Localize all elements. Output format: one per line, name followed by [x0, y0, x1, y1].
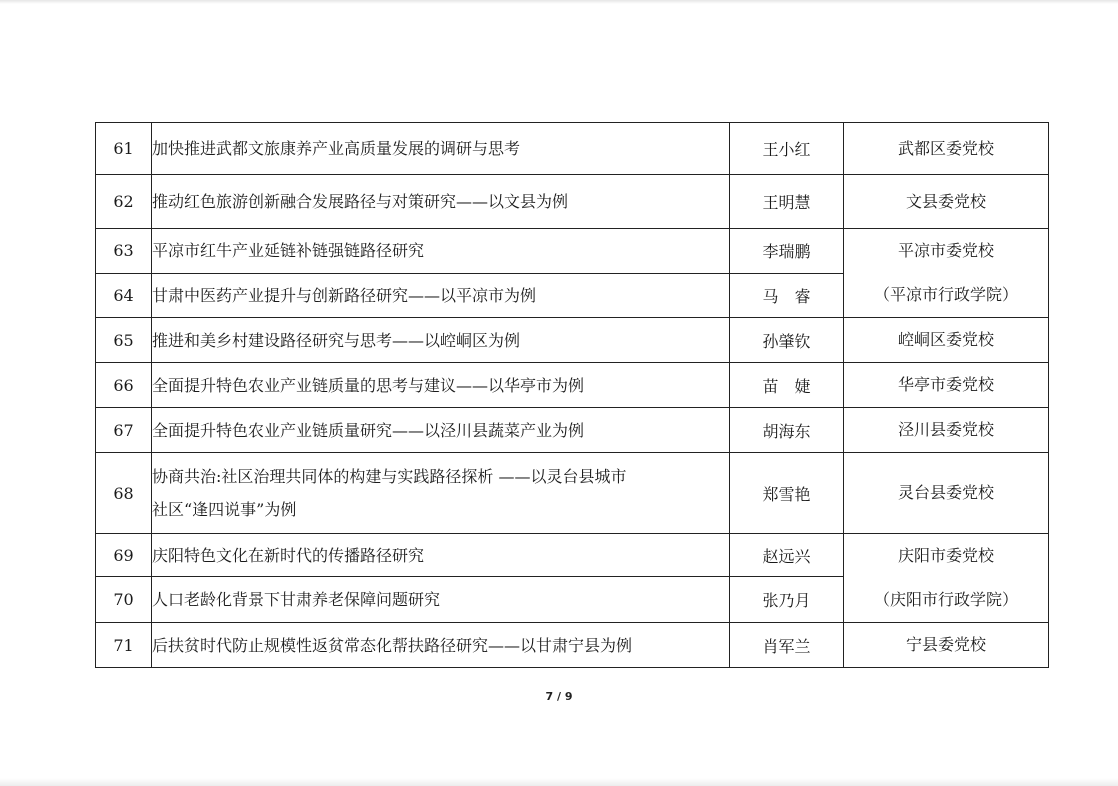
unit-name: 灵台县委党校: [844, 453, 1049, 534]
table-row: [96, 453, 1049, 534]
table-row: [96, 623, 1049, 668]
table-row: [96, 534, 1049, 577]
paper-list-table: [95, 122, 1049, 668]
table-row: [96, 175, 1049, 229]
paper-title: 后扶贫时代防止规模性返贫常态化帮扶路径研究——以甘肃宁县为例: [152, 623, 730, 668]
unit-name: 宁县委党校: [844, 623, 1049, 668]
paper-title: 甘肃中医药产业提升与创新路径研究——以平凉市为例: [152, 273, 730, 318]
table-row: [96, 363, 1049, 408]
author-name: 王明慧: [730, 175, 844, 229]
unit-name: 崆峒区委党校: [844, 318, 1049, 363]
author-name: 肖军兰: [730, 623, 844, 668]
table-row: [96, 229, 1049, 274]
author-name: 马 睿: [730, 273, 844, 318]
row-number: 62: [96, 175, 152, 229]
paper-title: 全面提升特色农业产业链质量研究——以泾川县蔬菜产业为例: [152, 408, 730, 453]
unit-name-line: （平凉市行政学院）: [873, 285, 1018, 304]
author-name: 王小红: [730, 123, 844, 175]
page-number: 7 / 9: [545, 690, 573, 703]
row-number: 68: [96, 453, 152, 534]
row-number: 65: [96, 318, 152, 363]
paper-title: 全面提升特色农业产业链质量的思考与建议——以华亭市为例: [152, 363, 730, 408]
paper-title: 平凉市红牛产业延链补链强链路径研究: [152, 229, 730, 274]
author-name: 胡海东: [730, 408, 844, 453]
unit-name: 武都区委党校: [844, 123, 1049, 175]
paper-title: [152, 453, 730, 534]
page-bottom-edge: [0, 778, 1118, 786]
unit-name-line: 平凉市委党校: [897, 241, 994, 260]
unit-name: 华亭市委党校: [844, 363, 1049, 408]
unit-name-line: （庆阳市行政学院）: [873, 590, 1018, 609]
author-name: 赵远兴: [730, 534, 844, 577]
row-number: 71: [96, 623, 152, 668]
unit-name: 文县委党校: [844, 175, 1049, 229]
paper-title: 推动红色旅游创新融合发展路径与对策研究——以文县为例: [152, 175, 730, 229]
row-number: 64: [96, 273, 152, 318]
author-name: 孙肇钦: [730, 318, 844, 363]
table-row: [96, 318, 1049, 363]
row-number: 70: [96, 577, 152, 623]
paper-title: 加快推进武都文旅康养产业高质量发展的调研与思考: [152, 123, 730, 175]
paper-title-line: 社区“逢四说事”为例: [152, 500, 297, 519]
unit-name: 泾川县委党校: [844, 408, 1049, 453]
row-number: 66: [96, 363, 152, 408]
row-number: 63: [96, 229, 152, 274]
row-number: 67: [96, 408, 152, 453]
author-name: 苗 婕: [730, 363, 844, 408]
row-number: 69: [96, 534, 152, 577]
table-row: [96, 123, 1049, 175]
unit-name-merged: [844, 229, 1049, 318]
table-row: [96, 408, 1049, 453]
row-number: 61: [96, 123, 152, 175]
author-name: 张乃月: [730, 577, 844, 623]
paper-title-line: 协商共治:社区治理共同体的构建与实践路径探析 ——以灵台县城市: [152, 467, 627, 486]
paper-title: 人口老龄化背景下甘肃养老保障问题研究: [152, 577, 730, 623]
page-top-edge: [0, 0, 1118, 4]
unit-name-line: 庆阳市委党校: [897, 546, 994, 565]
unit-name-merged: [844, 534, 1049, 623]
author-name: 李瑞鹏: [730, 229, 844, 274]
paper-title: 推进和美乡村建设路径研究与思考——以崆峒区为例: [152, 318, 730, 363]
paper-title: 庆阳特色文化在新时代的传播路径研究: [152, 534, 730, 577]
author-name: 郑雪艳: [730, 453, 844, 534]
